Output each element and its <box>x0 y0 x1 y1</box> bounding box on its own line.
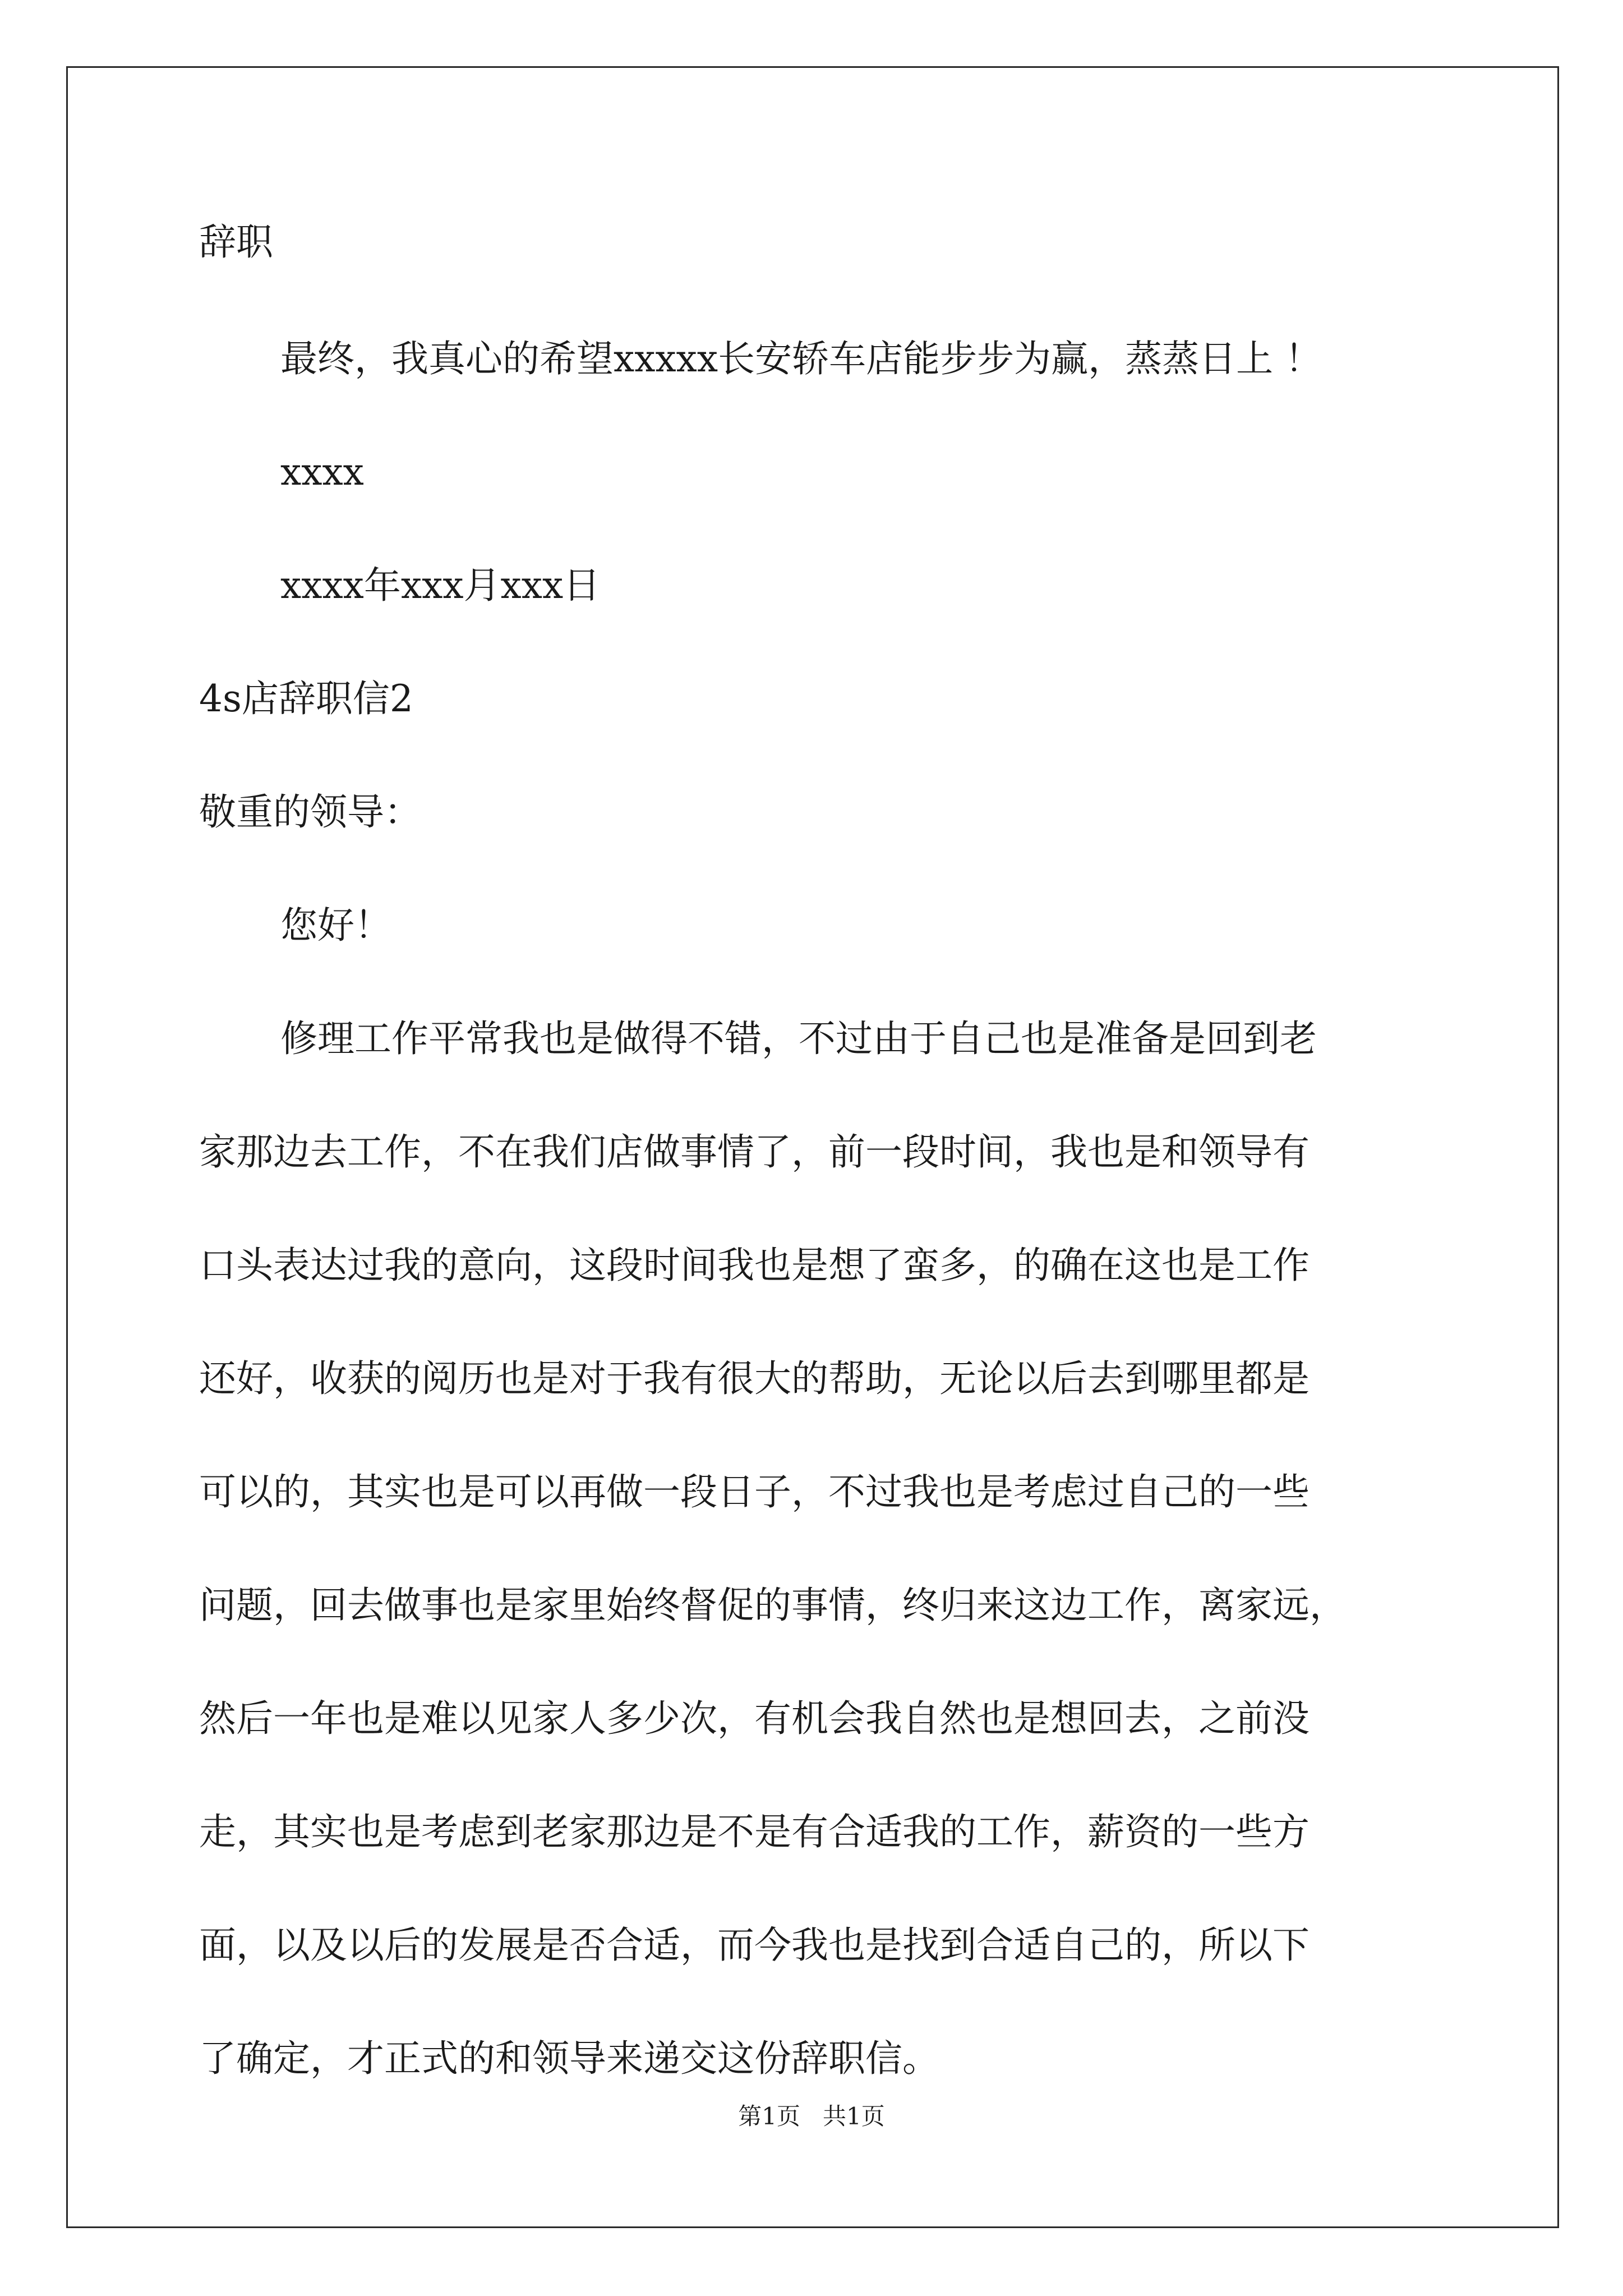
body-line: 面，以及以后的发展是否合适，而今我也是找到合适自己的，所以下 <box>199 1924 1310 1967</box>
body-line: 还好，收获的阅历也是对于我有很大的帮助，无论以后去到哪里都是 <box>199 1357 1310 1400</box>
body-line: 口头表达过我的意向，这段时间我也是想了蛮多，的确在这也是工作 <box>199 1244 1310 1287</box>
body-line: 修理工作平常我也是做得不错，不过由于自己也是准备是回到老 <box>280 1017 1317 1060</box>
signature-date: xxxx年xxx月xxx日 <box>280 564 601 607</box>
body-line: 家那边去工作，不在我们店做事情了，前一段时间，我也是和领导有 <box>199 1130 1310 1174</box>
body-line: 走，其实也是考虑到老家那边是不是有合适我的工作，薪资的一些方 <box>199 1810 1310 1853</box>
signature-name: xxxx <box>280 450 364 494</box>
text-line-resign-end: 辞职 <box>199 220 273 264</box>
salutation: 敬重的领导： <box>199 790 421 834</box>
greeting: 您好！ <box>280 904 391 947</box>
body-line: 了确定，才正式的和领导来递交这份辞职信。 <box>199 2037 939 2080</box>
section-title: 4s店辞职信2 <box>199 677 413 720</box>
body-line: 问题，回去做事也是家里始终督促的事情，终归来这边工作，离家远， <box>199 1584 1347 1627</box>
text-line-closing-wish: 最终，我真心的希望xxxxx长安轿车店能步步为赢，蒸蒸日上 ！ <box>280 337 1322 380</box>
body-line: 然后一年也是难以见家人多少次，有机会我自然也是想回去，之前没 <box>199 1697 1310 1740</box>
body-line: 可以的，其实也是可以再做一段日子，不过我也是考虑过自己的一些 <box>199 1470 1310 1513</box>
page-number-footer: 第1页 共1页 <box>738 2102 885 2130</box>
